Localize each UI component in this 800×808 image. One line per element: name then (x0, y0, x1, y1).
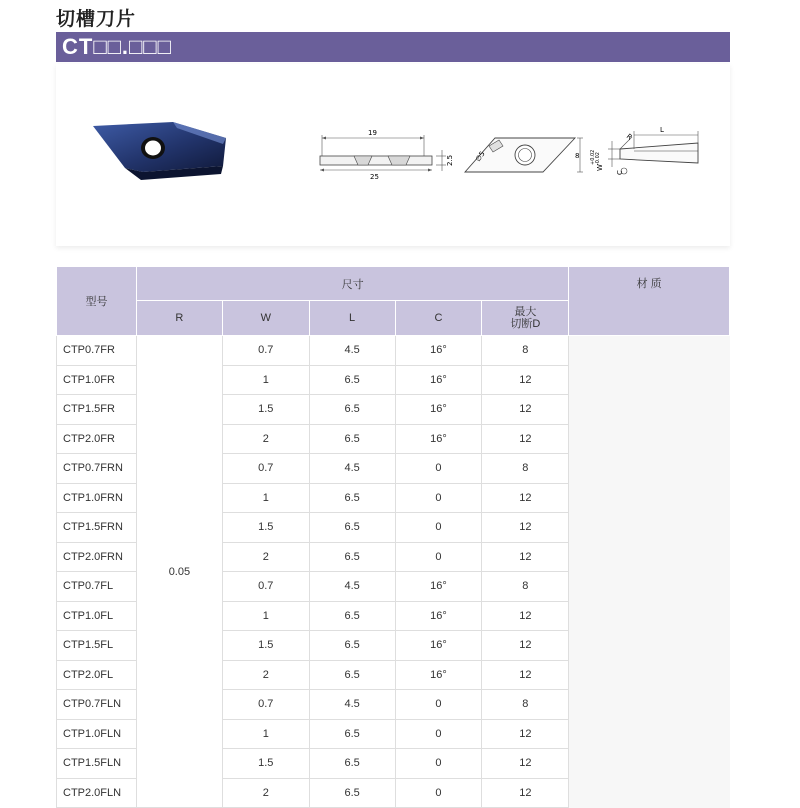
cell-c: 16° (395, 601, 482, 631)
cell-w: 0.7 (222, 454, 309, 484)
cell-w: 1 (222, 719, 309, 749)
cell-material (569, 336, 730, 808)
cell-w: 0.7 (222, 336, 309, 366)
cell-max-cut: 8 (482, 572, 569, 602)
header-max-cut-line1: 最大 (514, 306, 537, 318)
header-l: L (309, 301, 395, 336)
cell-c: 0 (395, 483, 482, 513)
cell-r: 0.05 (136, 336, 222, 808)
spec-table (56, 266, 730, 808)
dim-25-label: 25 (370, 173, 379, 181)
cell-c: 0 (395, 513, 482, 543)
top-view-drawing (459, 126, 584, 196)
cell-model: CTP1.0FRN (57, 483, 137, 513)
cell-l: 6.5 (309, 631, 395, 661)
cell-l: 4.5 (309, 690, 395, 720)
header-model: 型号 (57, 267, 137, 336)
dim-8-label: 8 (575, 152, 580, 160)
cell-w: 1.5 (222, 749, 309, 779)
cell-max-cut: 12 (482, 660, 569, 690)
cell-max-cut: 12 (482, 601, 569, 631)
side-view-drawing (314, 126, 464, 196)
cell-model: CTP2.0FR (57, 424, 137, 454)
cell-w: 0.7 (222, 572, 309, 602)
cell-w: 1.5 (222, 395, 309, 425)
dim-w-label: W (596, 164, 604, 171)
cell-model: CTP1.5FL (57, 631, 137, 661)
cell-model: CTP0.7FRN (57, 454, 137, 484)
cell-max-cut: 12 (482, 719, 569, 749)
dim-tol-minus: -0.02 (595, 152, 601, 165)
cell-c: 16° (395, 572, 482, 602)
cell-max-cut: 12 (482, 424, 569, 454)
cell-max-cut: 8 (482, 336, 569, 366)
cell-c: 16° (395, 631, 482, 661)
product-image-area (56, 64, 730, 246)
cell-model: CTP2.0FL (57, 660, 137, 690)
cell-l: 6.5 (309, 601, 395, 631)
cell-model: CTP0.7FL (57, 572, 137, 602)
cell-l: 6.5 (309, 719, 395, 749)
cell-l: 6.5 (309, 660, 395, 690)
header-w: W (222, 301, 309, 336)
spec-table-body (57, 336, 730, 808)
cell-l: 4.5 (309, 336, 395, 366)
spec-table-container (56, 266, 730, 808)
page-title: 切槽刀片 (56, 8, 137, 30)
tip-detail-drawing (586, 119, 706, 189)
header-c: C (395, 301, 482, 336)
cell-w: 1.5 (222, 513, 309, 543)
table-row (57, 336, 730, 366)
cell-model: CTP1.5FLN (57, 749, 137, 779)
cell-max-cut: 12 (482, 749, 569, 779)
cell-c: 0 (395, 778, 482, 808)
cell-model: CTP1.0FLN (57, 719, 137, 749)
cell-l: 4.5 (309, 454, 395, 484)
cell-max-cut: 8 (482, 690, 569, 720)
cell-w: 1 (222, 365, 309, 395)
dim-19-label: 19 (368, 129, 377, 137)
cell-c: 16° (395, 336, 482, 366)
cell-c: 0 (395, 749, 482, 779)
cell-w: 1.5 (222, 631, 309, 661)
cell-w: 1 (222, 601, 309, 631)
cell-c: 16° (395, 424, 482, 454)
header-r: R (136, 301, 222, 336)
header-material: 材 质 (569, 267, 730, 336)
cell-c: 0 (395, 454, 482, 484)
dim-c-label: C (616, 170, 624, 175)
cell-l: 6.5 (309, 365, 395, 395)
cell-l: 6.5 (309, 513, 395, 543)
title-banner (56, 32, 730, 62)
cell-max-cut: 12 (482, 395, 569, 425)
cell-l: 6.5 (309, 778, 395, 808)
cell-model: CTP2.0FRN (57, 542, 137, 572)
banner-text: CT□□.□□□ (62, 34, 172, 59)
cell-l: 6.5 (309, 483, 395, 513)
cell-c: 16° (395, 365, 482, 395)
dim-2-5-label: 2.5 (446, 154, 454, 166)
dim-hole-label: ∅5 (474, 149, 487, 164)
cell-model: CTP1.0FR (57, 365, 137, 395)
header-max-cut (482, 301, 569, 336)
cell-w: 2 (222, 424, 309, 454)
cell-l: 6.5 (309, 424, 395, 454)
cell-c: 16° (395, 395, 482, 425)
cell-w: 2 (222, 778, 309, 808)
cell-w: 2 (222, 660, 309, 690)
dim-tol-plus: +0.02 (590, 149, 596, 165)
cell-model: CTP1.0FL (57, 601, 137, 631)
cell-c: 0 (395, 542, 482, 572)
cell-l: 6.5 (309, 542, 395, 572)
cell-l: 4.5 (309, 572, 395, 602)
cell-max-cut: 12 (482, 365, 569, 395)
cell-model: CTP1.5FRN (57, 513, 137, 543)
cell-l: 6.5 (309, 749, 395, 779)
cell-c: 0 (395, 690, 482, 720)
dim-l-label: L (660, 126, 664, 134)
cell-max-cut: 12 (482, 483, 569, 513)
cell-max-cut: 12 (482, 631, 569, 661)
cell-w: 0.7 (222, 690, 309, 720)
cell-max-cut: 12 (482, 513, 569, 543)
cell-model: CTP0.7FLN (57, 690, 137, 720)
cell-c: 0 (395, 719, 482, 749)
cell-l: 6.5 (309, 395, 395, 425)
dim-r-label: R (624, 132, 634, 142)
cell-c: 16° (395, 660, 482, 690)
cell-model: CTP0.7FR (57, 336, 137, 366)
cell-max-cut: 8 (482, 454, 569, 484)
cell-max-cut: 12 (482, 542, 569, 572)
header-dimensions: 尺寸 (136, 267, 568, 301)
header-max-cut-line2: 切断D (510, 318, 541, 330)
cell-max-cut: 12 (482, 778, 569, 808)
cell-w: 1 (222, 483, 309, 513)
insert-photo (81, 104, 281, 224)
cell-model: CTP2.0FLN (57, 778, 137, 808)
cell-w: 2 (222, 542, 309, 572)
cell-model: CTP1.5FR (57, 395, 137, 425)
